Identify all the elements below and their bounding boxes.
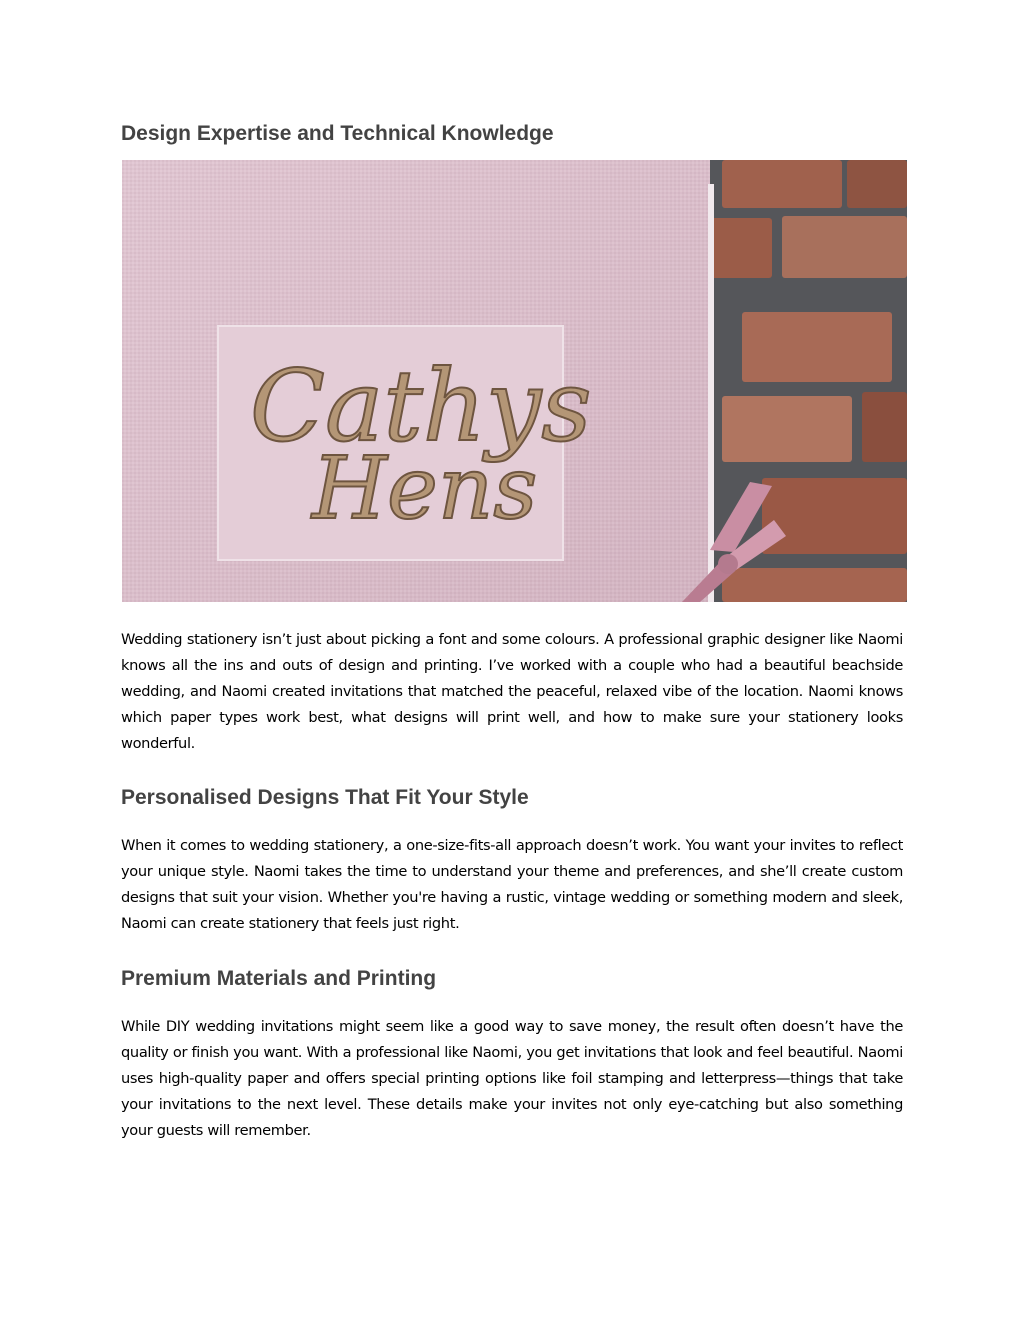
sign-text-line2: Hens [312, 439, 538, 539]
section-body-personalised-designs: When it comes to wedding stationery, a one-size-fits-all approach doesn’t work. You want your invites to reflect your unique style. Naomi takes the time to understand your theme and preferences, and she’ll create custom designs that suit your vision. Whether you're having a rustic, vintage wedding or something modern and sleek, Naomi can create stationery that feels just right. [121, 837, 903, 932]
section-body-premium-materials: While DIY wedding invitations might seem like a good way to save money, the result often doesn’t have the quality or finish you want. With a professional like Naomi, you get invitations that look and feel beautiful. Naomi uses high-quality paper and offers special printing options like foil stamping and letterpress—things that take your invitations to the next level. These details make your invites not only eye-catching but also something your guests will remember. [121, 1018, 903, 1139]
section-heading-personalised-designs: Personalised Designs That Fit Your Style [121, 786, 529, 809]
photo-cathys-hens-album [122, 160, 907, 602]
section-heading-design-expertise: Design Expertise and Technical Knowledge [121, 122, 554, 145]
section-heading-premium-materials: Premium Materials and Printing [121, 967, 437, 990]
section-body-design-expertise: Wedding stationery isn’t just about picking a font and some colours. A professional graphic designer like Naomi knows all the ins and outs of design and printing. I’ve worked with a couple who had a beautiful beachside wedding, and Naomi created invitations that matched the peaceful, relaxed vibe of the location. Naomi knows which paper types work best, what designs will print well, and how to make sure your stationery looks wonderful. [121, 631, 903, 752]
brick-wall [682, 160, 907, 602]
sign-text-line1: Cathys [250, 350, 592, 464]
album-photo-svg [122, 160, 907, 602]
